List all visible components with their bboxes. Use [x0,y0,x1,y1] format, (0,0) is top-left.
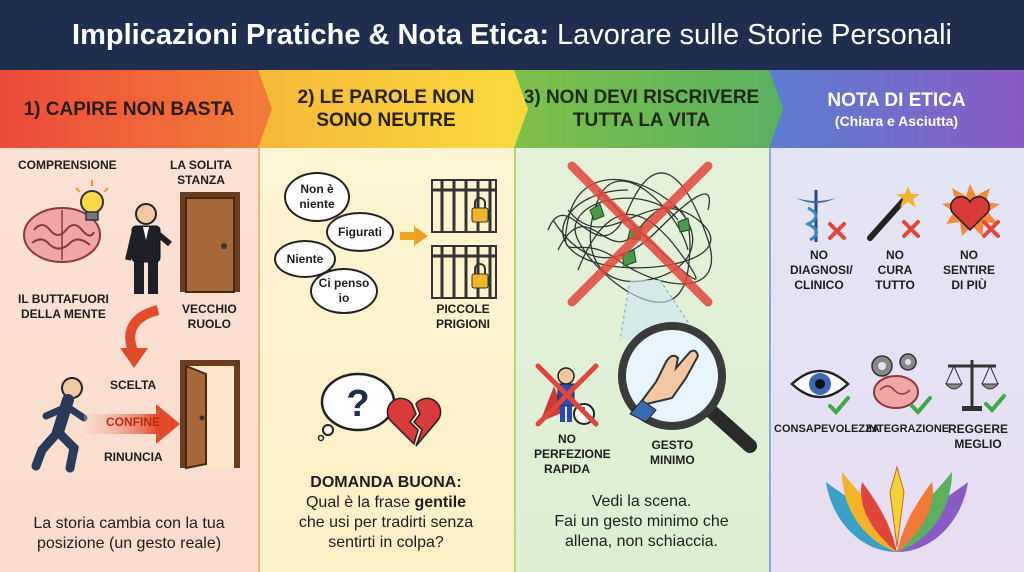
title-rest: Lavorare sulle Storie Personali [557,18,952,51]
question-title: DOMANDA BUONA: [310,474,462,491]
panel-1-header [0,70,258,148]
label-no-cura: NO CURA TUTTO [875,248,915,292]
label-ruolo: VECCHIO RUOLO [182,302,237,331]
speech-bubble-2 [326,212,394,252]
panel-4-header [769,70,1024,148]
prison-cell-icon [432,178,496,232]
page-title [0,0,1024,70]
heart-burst-icon [940,182,1004,244]
panel-2-header-text: 2) LE PAROLE NON SONO NEUTRE [297,87,475,131]
panel-4-header-text: NOTA DI ETICA [827,89,966,111]
label-gesto: GESTO MINIMO [650,438,695,467]
lightbulb-icon [72,180,112,226]
panel-1-header-text: 1) CAPIRE NON BASTA [23,98,235,120]
panel-3-header-text: 3) NON DEVI RISCRIVERE TUTTA LA VITA [523,87,760,131]
caduceus-icon [790,186,854,244]
colorful-wings-logo [822,462,972,562]
arrow-tip-1 [258,70,272,148]
speech-bubble-3-text: Niente [286,251,324,266]
speech-bubble-4 [310,268,378,314]
gears-brain-icon [866,352,934,416]
superhero-icon [534,362,600,428]
panel-3-header [514,70,769,148]
speech-bubble-1-text: Non è niente [299,182,335,211]
panel-2-question [258,473,514,553]
open-door-icon [180,360,240,468]
question-pre: Qual è la frase [305,494,415,511]
svg-text:?: ? [346,383,370,425]
question-line-1 [258,493,514,513]
panel-3-bottom-text: Vedi la scena. Fai un gesto minimo che allena, non schiaccia. [554,493,729,550]
curved-arrow-icon [112,306,162,368]
title-bold: Implicazioni Pratiche & Nota Etica: [72,18,550,51]
label-comprensione: COMPRENSIONE [18,158,117,172]
padlock-icon [432,244,496,298]
speech-bubble-4-text: Ci penso io [318,276,370,305]
label-integrazione: INTEGRAZIONE [866,423,950,435]
panel-4-subheader: (Chiara e Asciutta) [834,112,959,129]
bouncer-icon [122,200,172,298]
label-reggere: REGGERE MEGLIO [948,422,1009,451]
arrow-tip-2 [514,70,528,148]
arrow-to-prison-icon [400,226,428,246]
eye-icon [790,360,854,416]
label-prigioni: PICCOLE PRIGIONI [436,302,491,331]
magic-wand-icon [864,182,928,244]
arrow-tip-3 [769,70,783,148]
label-perfezione: NO PERFEZIONE RAPIDA [534,432,611,476]
closed-door-icon [180,192,240,292]
label-no-sentire: NO SENTIRE DI PIÙ [942,248,995,292]
label-rinuncia: RINUNCIA [104,450,163,464]
label-no-diagnosi: NO DIAGNOSI/ CLINICO [790,248,853,292]
label-buttafuori: IL BUTTAFUORI DELLA MENTE [18,292,109,321]
label-stanza: LA SOLITA STANZA [170,158,232,187]
scales-icon [942,354,1008,416]
divider-3 [769,148,771,572]
question-post: che usi per tradirti senza sentirti in colpa? [298,514,474,551]
label-confine: CONFINE [106,415,160,429]
thought-bubble-icon [318,372,396,440]
label-consapevolezza: CONSAPEVOLEZZA [774,423,880,435]
broken-heart-icon [386,396,442,446]
panel-2-header [258,70,514,148]
speech-bubble-2-text: Figurati [338,224,382,239]
magnifier-hand-icon [612,322,760,452]
label-scelta: SCELTA [110,378,157,392]
question-bold: gentile [414,494,467,511]
panel-1-bottom-text: La storia cambia con la tua posizione (un gesto reale) [33,515,225,552]
